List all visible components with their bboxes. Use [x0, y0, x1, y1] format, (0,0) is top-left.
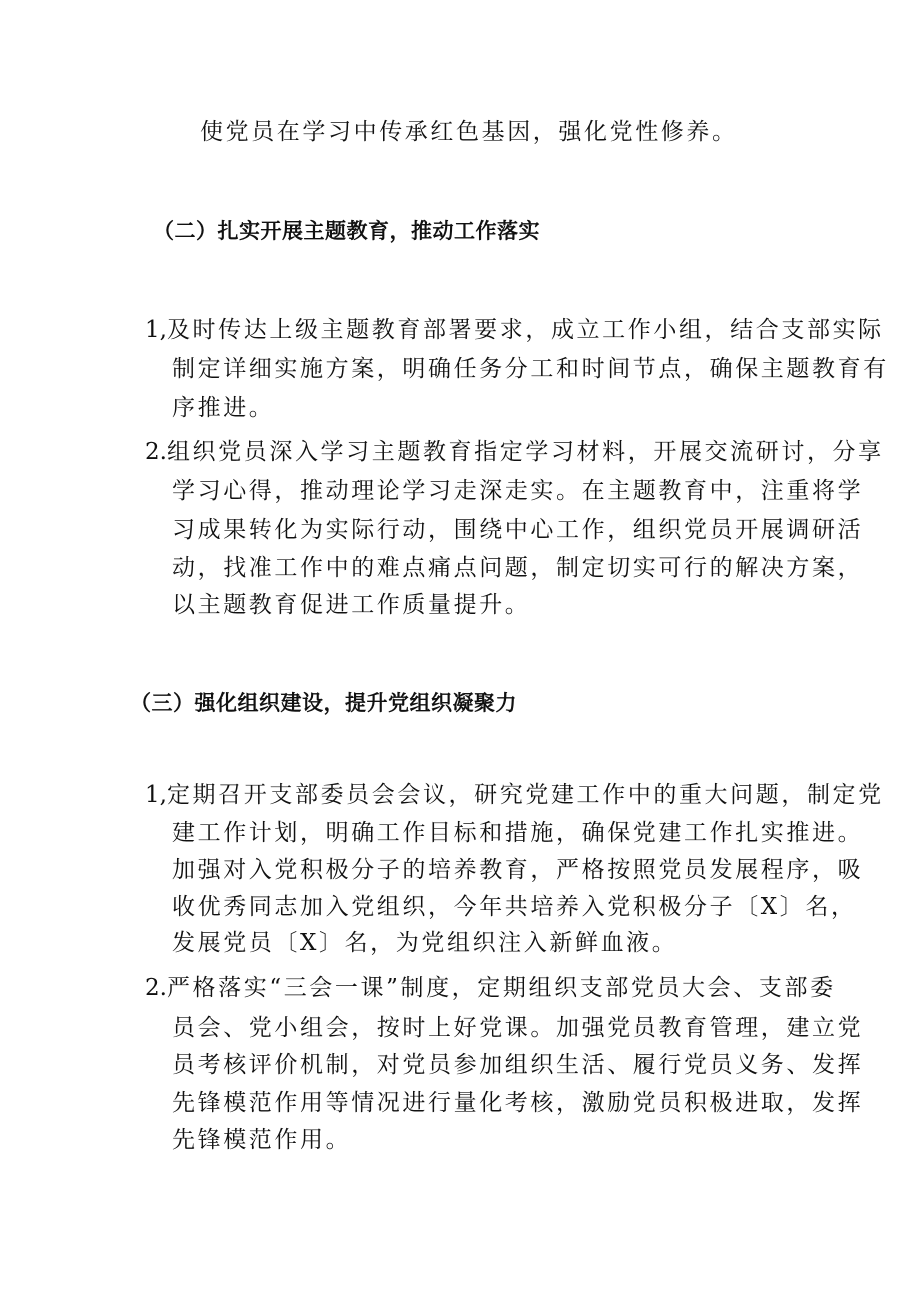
paragraph-line: 建工作计划，明确工作目标和措施，确保党建工作扎实推进。: [172, 820, 864, 846]
paragraph-line: 序推进。: [172, 395, 275, 421]
paragraph-line: 习成果转化为实际行动，围绕中心工作，组织党员开展调研活: [172, 517, 864, 543]
item-text: 组织党员深入学习主题教育指定学习材料，开展交流研讨，分享: [166, 439, 884, 465]
paragraph-line: [145, 315, 884, 345]
section-heading-2: （二）扎实开展主题教育，推动工作落实: [153, 219, 540, 243]
paragraph-line: 发展党员〔X〕名，为党组织注入新鲜血液。: [172, 930, 678, 956]
paragraph-line: 动，找准工作中的难点痛点问题，制定切实可行的解决方案，: [172, 555, 864, 581]
paragraph-line: [145, 437, 884, 467]
paragraph-line: 先锋模范作用等情况进行量化考核，激励党员积极进取，发挥: [172, 1090, 864, 1116]
item-number: 2.: [145, 439, 167, 465]
paragraph-line: 制定详细实施方案，明确任务分工和时间节点，确保主题教育有: [172, 356, 889, 382]
paragraph-line: 员会、党小组会，按时上好党课。加强党员教育管理，建立党: [172, 1015, 864, 1041]
intro-line: 使党员在学习中传承红色基因，强化党性修养。: [200, 119, 738, 145]
item-number: 2.: [145, 975, 167, 1001]
section-heading-3: （三）强化组织建设，提升党组织凝聚力: [130, 691, 517, 715]
paragraph-line: 以主题教育促进工作质量提升。: [172, 592, 531, 618]
item-text: 定期召开支部委员会会议，研究党建工作中的重大问题，制定党: [166, 782, 884, 808]
item-number: 1,: [145, 782, 167, 808]
item-text: 及时传达上级主题教育部署要求，成立工作小组，结合支部实际: [166, 317, 884, 343]
item-number: 1,: [145, 317, 167, 343]
paragraph-line: [145, 780, 884, 810]
paragraph-line: 收优秀同志加入党组织，今年共培养入党积极分子〔X〕名，: [172, 894, 857, 920]
paragraph-line: 加强对入党积极分子的培养教育，严格按照党员发展程序，吸: [172, 857, 864, 883]
paragraph-line: 员考核评价机制，对党员参加组织生活、履行党员义务、发挥: [172, 1052, 864, 1078]
paragraph-line: 先锋模范作用。: [172, 1127, 352, 1153]
paragraph-line: 学习心得，推动理论学习走深走实。在主题教育中，注重将学: [172, 478, 864, 504]
item-text: 严格落实“三会一课”制度，定期组织支部党员大会、支部委: [166, 975, 836, 1001]
paragraph-line: [145, 973, 836, 1003]
